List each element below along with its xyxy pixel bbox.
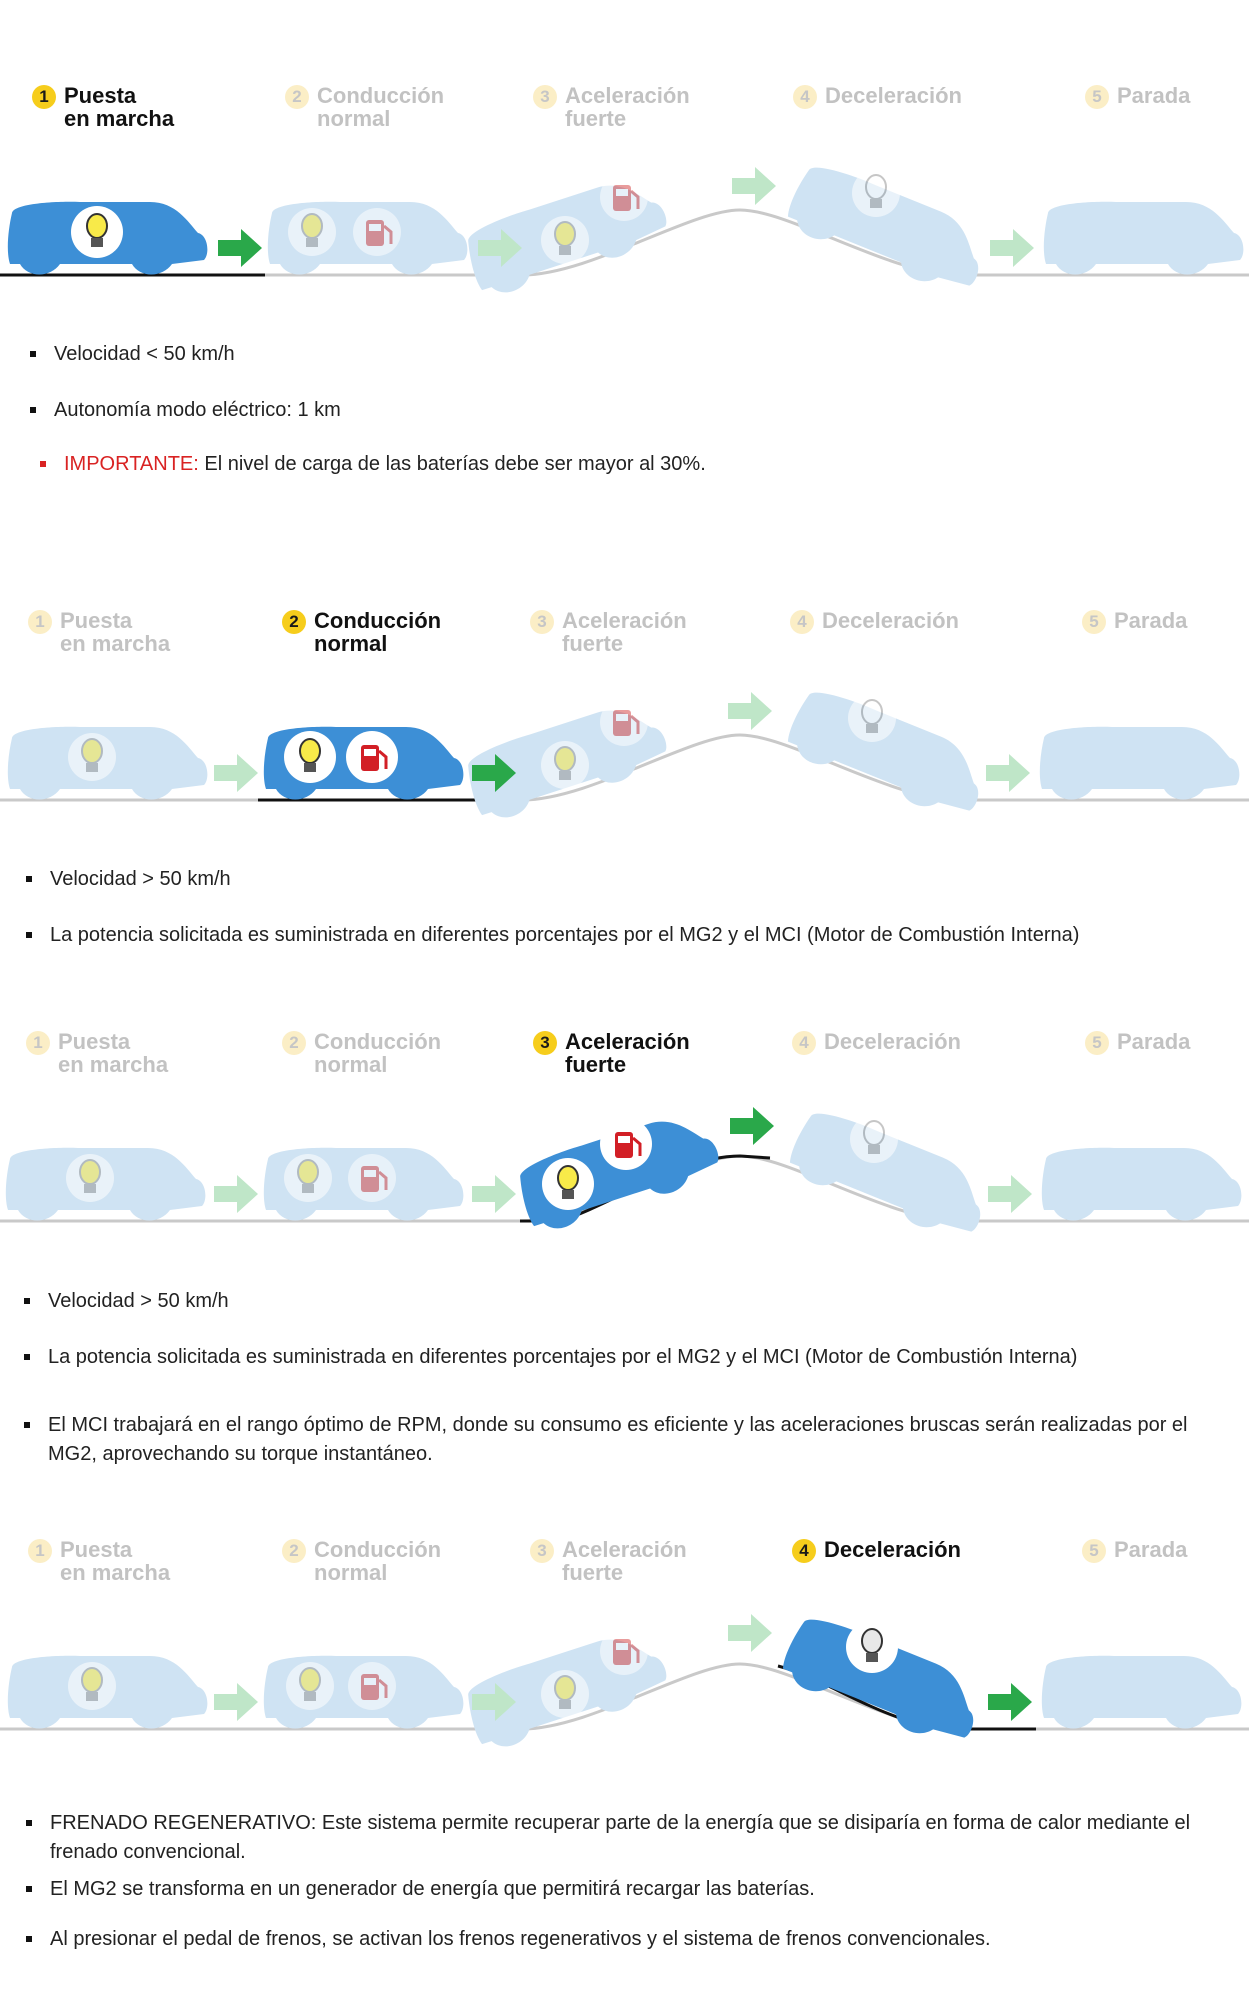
step-number: 4 <box>792 1539 816 1563</box>
step-label-line2: en marcha <box>64 106 175 131</box>
lightbulb-icon <box>284 731 336 783</box>
diagram-panel-3 <box>0 1006 1249 1246</box>
fuel-pump-icon <box>600 698 648 746</box>
arrow-right-icon <box>730 1107 774 1145</box>
step-label: Parada <box>1114 608 1188 633</box>
bullet-text: La potencia solicitada es suministrada en diferentes porcentajes por el MG2 y el MCI (Motor de Combustión Interna) <box>48 1346 1078 1368</box>
lightbulb-icon <box>286 1662 334 1710</box>
step-number: 2 <box>282 1539 306 1563</box>
step-number: 3 <box>530 1539 554 1563</box>
step-1 <box>28 1538 170 1584</box>
bullet-text: FRENADO REGENERATIVO: Este sistema permite recuperar parte de la energía que se disiparía en forma de calor mediante el frenado convencional. <box>50 1812 1191 1863</box>
step-number: 3 <box>530 610 554 634</box>
step-number: 4 <box>790 610 814 634</box>
step-1 <box>32 84 174 130</box>
step-4 <box>793 84 962 109</box>
step-number: 2 <box>282 610 306 634</box>
step-label: Aceleración <box>565 83 690 108</box>
step-2 <box>285 84 444 130</box>
step-label: Deceleración <box>824 1537 961 1562</box>
step-3 <box>530 1538 687 1584</box>
bullet-text: El MG2 se transforma en un generador de energía que permitirá recargar las baterías. <box>50 1878 815 1900</box>
step-1 <box>28 609 170 655</box>
lightbulb-icon <box>541 741 589 789</box>
bullet-text: Al presionar el pedal de frenos, se activan los frenos regenerativos y el sistema de frenos convencionales. <box>50 1928 991 1950</box>
step-label: Conducción <box>314 1537 442 1562</box>
step-label-line2: normal <box>314 1560 388 1585</box>
important-label: IMPORTANTE: <box>64 453 199 475</box>
step-label: Puesta <box>60 608 133 633</box>
important-text: El nivel de carga de las baterías debe ser mayor al 30%. <box>198 453 706 475</box>
arrow-right-icon <box>988 1683 1032 1721</box>
step-5 <box>1082 609 1187 634</box>
step-2 <box>282 1538 441 1584</box>
step-3 <box>533 84 690 130</box>
step-3 <box>533 1030 690 1076</box>
step-4 <box>790 609 959 634</box>
arrow-right-icon <box>214 1175 258 1213</box>
step-label: Parada <box>1114 1537 1188 1562</box>
fuel-pump-icon <box>348 1154 396 1202</box>
step-number: 1 <box>32 85 56 109</box>
lightbulb-icon <box>541 1670 589 1718</box>
step-number: 2 <box>285 85 309 109</box>
bullet-text: La potencia solicitada es suministrada en diferentes porcentajes por el MG2 y el MCI (Motor de Combustión Interna) <box>50 924 1080 946</box>
step-label: Conducción <box>314 608 442 633</box>
step-label-line2: en marcha <box>60 631 171 656</box>
car-icon <box>1040 727 1240 800</box>
lightbulb-icon <box>68 1662 116 1710</box>
step-label: Deceleración <box>822 608 959 633</box>
lightbulb-icon <box>850 1115 898 1163</box>
car-icon <box>1044 202 1244 275</box>
step-label: Parada <box>1117 1029 1191 1054</box>
arrow-right-icon <box>732 167 776 205</box>
step-number: 3 <box>533 1031 557 1055</box>
step-label: Puesta <box>64 83 137 108</box>
fuel-pump-icon <box>346 731 398 783</box>
step-2 <box>282 609 441 655</box>
step-label-line2: en marcha <box>60 1560 171 1585</box>
lightbulb-icon <box>68 733 116 781</box>
step-label-line2: en marcha <box>58 1052 169 1077</box>
step-number: 5 <box>1082 1539 1106 1563</box>
step-number: 2 <box>282 1031 306 1055</box>
step-label: Conducción <box>314 1029 442 1054</box>
bullet-text: Velocidad < 50 km/h <box>54 343 235 365</box>
step-label: Parada <box>1117 83 1191 108</box>
arrow-right-icon <box>218 229 262 267</box>
lightbulb-icon <box>288 208 336 256</box>
step-label: Puesta <box>60 1537 133 1562</box>
step-5 <box>1085 1030 1190 1055</box>
fuel-pump-icon <box>600 173 648 221</box>
step-label-line2: normal <box>317 106 391 131</box>
step-1 <box>26 1030 168 1076</box>
step-2 <box>282 1030 441 1076</box>
step-5 <box>1082 1538 1187 1563</box>
step-label: Conducción <box>317 83 445 108</box>
arrow-right-icon <box>214 1683 258 1721</box>
step-3 <box>530 609 687 655</box>
step-number: 1 <box>28 610 52 634</box>
bullet-text: Autonomía modo eléctrico: 1 km <box>54 399 341 421</box>
car-icon <box>1042 1656 1242 1729</box>
step-label: Aceleración <box>562 1537 687 1562</box>
bullet-text: Velocidad > 50 km/h <box>50 868 231 890</box>
lightbulb-icon <box>541 216 589 264</box>
fuel-pump-icon <box>353 208 401 256</box>
arrow-right-icon <box>214 754 258 792</box>
diagram-panel-1 <box>0 60 1249 300</box>
lightbulb-icon <box>71 206 123 258</box>
arrow-right-icon <box>988 1175 1032 1213</box>
bullet-text: Velocidad > 50 km/h <box>48 1290 229 1312</box>
step-number: 4 <box>793 85 817 109</box>
diagram-panel-2 <box>0 585 1249 825</box>
step-label-line2: fuerte <box>565 106 627 131</box>
car-icon <box>1042 1148 1242 1221</box>
step-number: 5 <box>1085 85 1109 109</box>
step-number: 1 <box>28 1539 52 1563</box>
step-label: Aceleración <box>562 608 687 633</box>
step-number: 5 <box>1082 610 1106 634</box>
step-label-line2: normal <box>314 1052 388 1077</box>
lightbulb-icon <box>284 1154 332 1202</box>
step-4 <box>792 1538 961 1563</box>
step-4 <box>792 1030 961 1055</box>
arrow-right-icon <box>986 754 1030 792</box>
fuel-pump-icon <box>600 1627 648 1675</box>
lightbulb-icon <box>852 169 900 217</box>
fuel-pump-icon <box>600 1118 652 1170</box>
step-label: Deceleración <box>824 1029 961 1054</box>
step-label-line2: normal <box>314 631 388 656</box>
lightbulb-icon <box>542 1158 594 1210</box>
step-label: Aceleración <box>565 1029 690 1054</box>
diagram-panel-4 <box>0 1514 1249 1754</box>
step-label-line2: fuerte <box>562 1560 624 1585</box>
step-5 <box>1085 84 1190 109</box>
step-label: Puesta <box>58 1029 131 1054</box>
lightbulb-icon <box>66 1154 114 1202</box>
step-label: Deceleración <box>825 83 962 108</box>
bullet-text: El MCI trabajará en el rango óptimo de RPM, donde su consumo es eficiente y las aceleraciones bruscas serán realizadas por el MG2, aprovechando su torque instantáneo. <box>48 1414 1188 1465</box>
step-number: 5 <box>1085 1031 1109 1055</box>
arrow-right-icon <box>728 692 772 730</box>
step-number: 4 <box>792 1031 816 1055</box>
arrow-right-icon <box>990 229 1034 267</box>
lightbulb-icon <box>848 694 896 742</box>
step-number: 3 <box>533 85 557 109</box>
step-number: 1 <box>26 1031 50 1055</box>
lightbulb-icon <box>846 1621 898 1673</box>
step-label-line2: fuerte <box>562 631 624 656</box>
fuel-pump-icon <box>348 1662 396 1710</box>
arrow-right-icon <box>728 1614 772 1652</box>
arrow-right-icon <box>472 1175 516 1213</box>
step-label-line2: fuerte <box>565 1052 627 1077</box>
